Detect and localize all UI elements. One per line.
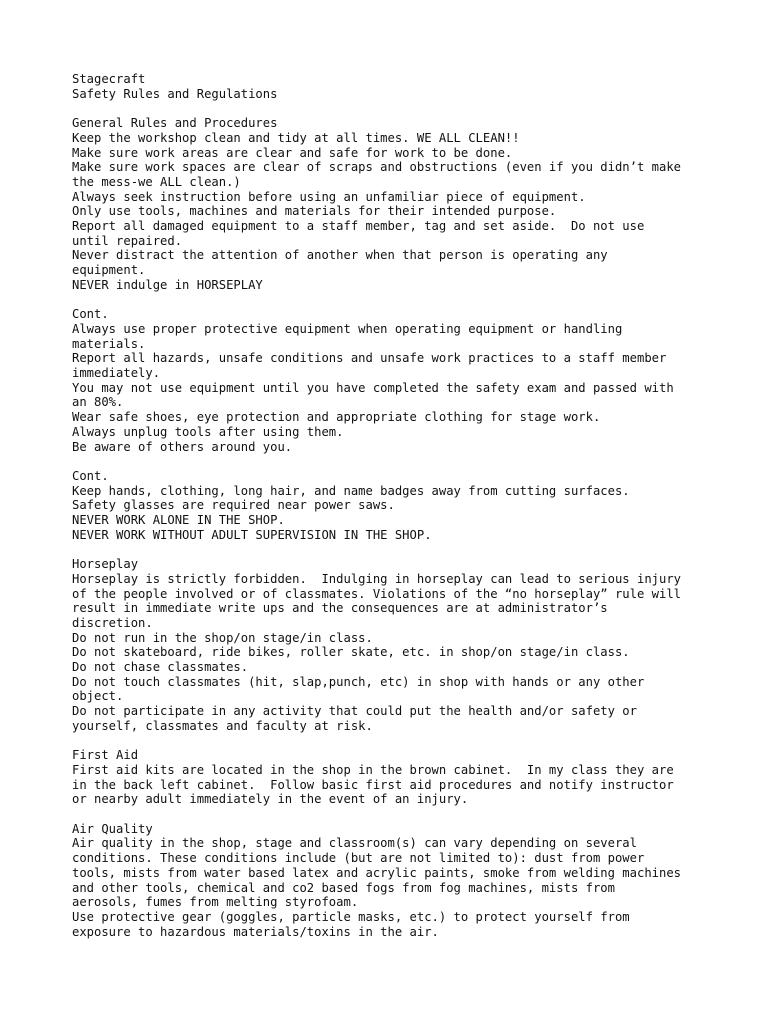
document-section	[72, 734, 712, 808]
body-line: equipment.	[72, 263, 146, 278]
section-spacer	[72, 807, 712, 822]
body-line: Keep hands, clothing, long hair, and name badges away from cutting surfaces.	[72, 483, 630, 498]
body-line: Never distract the attention of another when that person is operating any	[72, 248, 608, 263]
body-line: exposure to hazardous materials/toxins in the air.	[72, 924, 439, 939]
body-line: Only use tools, machines and materials for their intended purpose.	[72, 204, 557, 219]
body-line: Always seek instruction before using an unfamiliar piece of equipment.	[72, 189, 586, 204]
body-line: You may not use equipment until you have completed the safety exam and passed with	[72, 380, 674, 395]
section-heading: Cont.	[72, 307, 109, 322]
body-line: and other tools, chemical and co2 based fogs from fog machines, mists from	[72, 880, 615, 895]
body-line: Do not touch classmates (hit, slap,punch, etc) in shop with hands or any other	[72, 674, 645, 689]
body-line: aerosols, fumes from melting styrofoam.	[72, 895, 359, 910]
section-heading: General Rules and Procedures	[72, 116, 278, 131]
body-line: of the people involved or of classmates. Violations of the “no horseplay” rule will	[72, 586, 682, 601]
body-line: immediately.	[72, 366, 161, 381]
body-line: NEVER indulge in HORSEPLAY	[72, 277, 263, 292]
body-line: Always use proper protective equipment when operating equipment or handling	[72, 321, 623, 336]
body-line: the mess-we ALL clean.)	[72, 174, 241, 189]
body-line: or nearby adult immediately in the event of an injury.	[72, 792, 469, 807]
body-line: Do not chase classmates.	[72, 660, 249, 675]
body-line: Always unplug tools after using them.	[72, 424, 344, 439]
document-section	[72, 807, 712, 939]
body-line: NEVER WORK ALONE IN THE SHOP.	[72, 513, 285, 528]
body-line: Wear safe shoes, eye protection and appropriate clothing for stage work.	[72, 410, 601, 425]
body-line: Use protective gear (goggles, particle masks, etc.) to protect yourself from	[72, 909, 630, 924]
section-spacer	[72, 101, 712, 116]
section-spacer	[72, 542, 712, 557]
body-line: an 80%.	[72, 395, 124, 410]
section-heading: Horseplay	[72, 557, 139, 572]
body-line: Keep the workshop clean and tidy at all times. WE ALL CLEAN!!	[72, 130, 520, 145]
document-section	[72, 293, 712, 455]
body-line: Safety glasses are required near power saws.	[72, 498, 395, 513]
body-line: object.	[72, 689, 124, 704]
body-line: Horseplay is strictly forbidden. Indulging in horseplay can lead to serious injury	[72, 571, 682, 586]
document-body	[72, 101, 712, 939]
body-line: tools, mists from water based latex and acrylic paints, smoke from welding machines	[72, 865, 682, 880]
document-subtitle: Safety Rules and Regulations	[72, 86, 278, 101]
body-line: in the back left cabinet. Follow basic first aid procedures and notify instructor	[72, 777, 674, 792]
document-section	[72, 542, 712, 733]
body-line: discretion.	[72, 615, 153, 630]
section-heading: First Aid	[72, 748, 139, 763]
body-line: result in immediate write ups and the consequences are at administrator’s	[72, 601, 608, 616]
body-line: materials.	[72, 336, 146, 351]
body-line: Do not participate in any activity that could put the health and/or safety or	[72, 704, 637, 719]
body-line: NEVER WORK WITHOUT ADULT SUPERVISION IN THE SHOP.	[72, 527, 432, 542]
document-page	[72, 72, 712, 939]
body-line: Do not skateboard, ride bikes, roller skate, etc. in shop/on stage/in class.	[72, 645, 630, 660]
document-section	[72, 454, 712, 542]
body-line: until repaired.	[72, 233, 183, 248]
document-section	[72, 101, 712, 292]
body-line: First aid kits are located in the shop in the brown cabinet. In my class they are	[72, 762, 674, 777]
section-heading: Air Quality	[72, 821, 153, 836]
body-line: Do not run in the shop/on stage/in class.	[72, 630, 373, 645]
body-line: yourself, classmates and faculty at risk.	[72, 718, 373, 733]
body-line: Report all damaged equipment to a staff member, tag and set aside. Do not use	[72, 219, 645, 234]
section-spacer	[72, 454, 712, 469]
body-line: Air quality in the shop, stage and classroom(s) can vary depending on several	[72, 836, 637, 851]
section-heading: Cont.	[72, 468, 109, 483]
body-line: Report all hazards, unsafe conditions and unsafe work practices to a staff member	[72, 351, 667, 366]
body-line: Make sure work areas are clear and safe for work to be done.	[72, 145, 513, 160]
body-line: conditions. These conditions include (but are not limited to): dust from power	[72, 851, 645, 866]
body-line: Make sure work spaces are clear of scraps and obstructions (even if you didn’t make	[72, 160, 682, 175]
body-line: Be aware of others around you.	[72, 439, 293, 454]
section-spacer	[72, 293, 712, 308]
section-spacer	[72, 734, 712, 749]
document-title: Stagecraft	[72, 72, 146, 86]
